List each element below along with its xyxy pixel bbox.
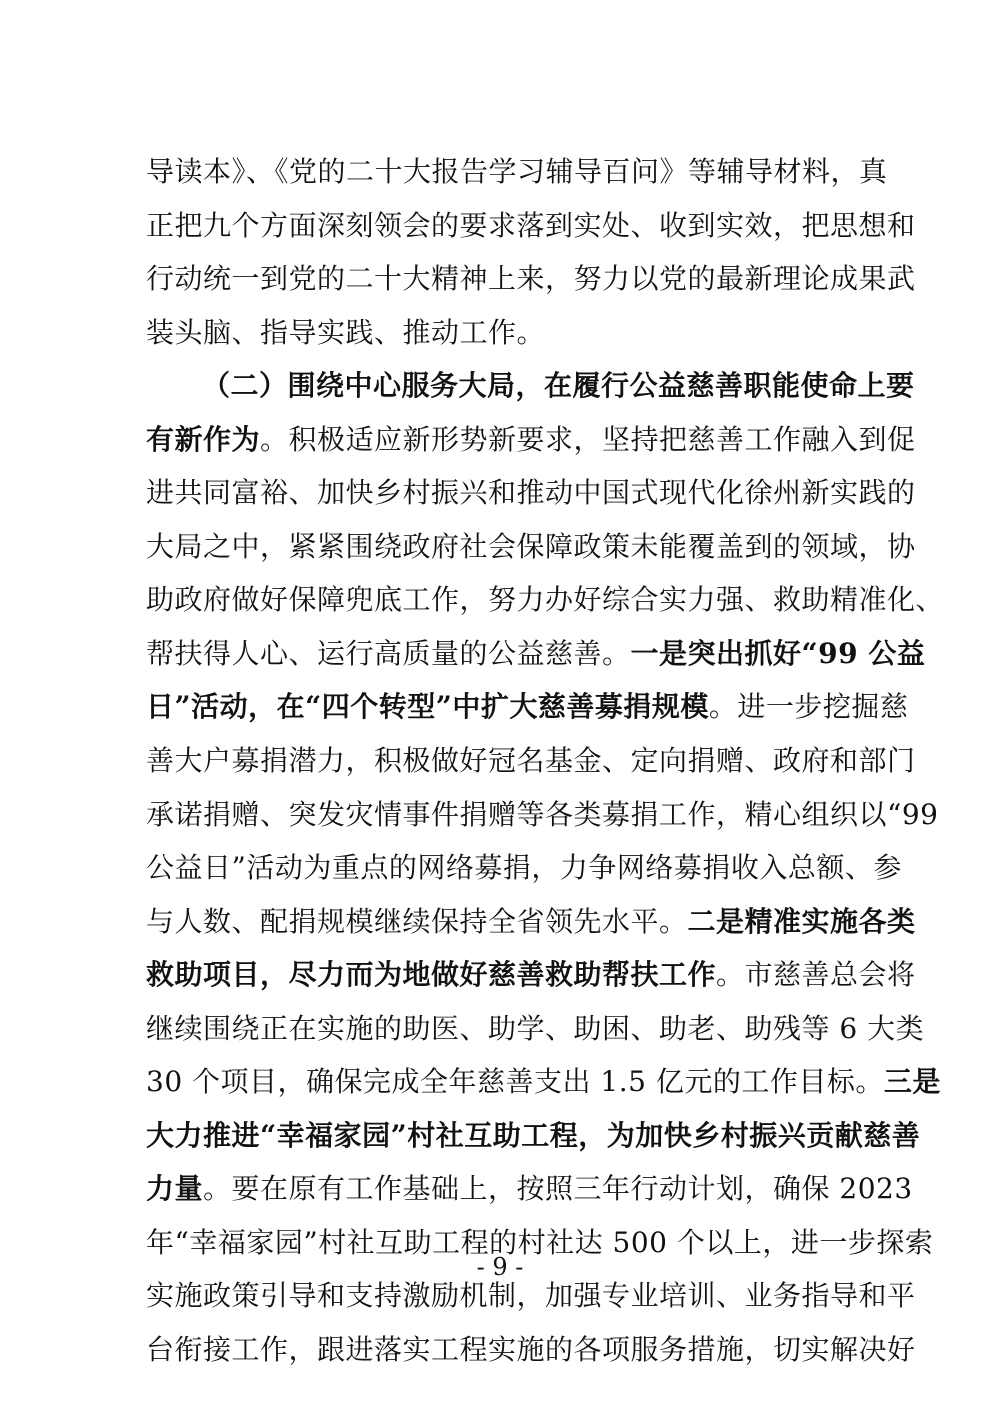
- text-run: 帮扶得人心、运行高质量的公益慈善。: [146, 636, 631, 670]
- text-run: 大局之中，紧紧围绕政府社会保障政策未能覆盖到的领域，协: [146, 529, 916, 563]
- text-line: [146, 1002, 925, 1056]
- text-run: 助政府做好保障兜底工作，努力办好综合实力强、救助精准化、: [146, 583, 945, 617]
- text-line: [146, 145, 888, 199]
- bold-run: 三是: [883, 1065, 941, 1099]
- text-line: [146, 1109, 921, 1163]
- text-run: 导读本》、《党的二十大报告学习辅导百问》等辅导材料，真: [146, 155, 888, 188]
- text-run: 30 个项目，确保完成全年慈善支出 1.5 亿元的工作目标。: [146, 1065, 884, 1099]
- text-line: [146, 1323, 916, 1377]
- text-run: 善大户募捐潜力，积极做好冠名基金、定向捐赠、政府和部门: [146, 744, 916, 778]
- text-line: [146, 573, 945, 627]
- text-run: 公益日”活动为重点的网络募捐，力争网络募捐收入总额、参: [146, 851, 902, 885]
- text-run: 年“幸福家园”村社互助工程的村社达 500 个以上，进一步探索: [146, 1225, 934, 1259]
- text-line: [146, 252, 916, 306]
- section-heading: （二）围绕中心服务大局，在履行公益慈善职能使命上要: [202, 369, 915, 403]
- text-line: [146, 1055, 941, 1109]
- bold-run: 救助项目，尽力而为地做好慈善救助帮扶工作: [146, 958, 717, 992]
- text-line: [146, 734, 916, 788]
- text-run: 进共同富裕、加快乡村振兴和推动中国式现代化徐州新实践的: [146, 476, 916, 510]
- text-run: 行动统一到党的二十大精神上来，努力以党的最新理论成果武: [146, 262, 916, 296]
- text-line: [146, 413, 916, 467]
- page-number: - 9 -: [476, 1253, 524, 1281]
- text-line: [146, 1162, 913, 1216]
- bold-run: 一是突出抓好“99 公益: [630, 636, 926, 670]
- text-line: [146, 199, 916, 253]
- text-line: [146, 895, 916, 949]
- text-line: [146, 520, 916, 574]
- text-run: 装头脑、指导实践、推动工作。: [146, 315, 546, 349]
- text-run: 正把九个方面深刻领会的要求落到实处、收到实效，把思想和: [146, 208, 916, 242]
- text-line: [146, 788, 939, 842]
- text-run: 。积极适应新形势新要求，坚持把慈善工作融入到促: [260, 422, 916, 456]
- bold-run: 力量: [146, 1172, 204, 1206]
- text-run: 。市慈善总会将: [716, 958, 916, 992]
- text-line: [146, 466, 916, 520]
- text-line: [146, 948, 916, 1002]
- section-heading-end: 有新作为: [146, 422, 261, 456]
- text-run: 继续围绕正在实施的助医、助学、助困、助老、助残等 6 大类: [146, 1011, 925, 1045]
- text-line: [146, 306, 858, 360]
- section-heading-line: [146, 359, 915, 413]
- text-run: 与人数、配捐规模继续保持全省领先水平。: [146, 904, 688, 938]
- bold-run: 二是精准实施各类: [687, 904, 916, 938]
- bold-run: 大力推进“幸福家园”村社互助工程，为加快乡村振兴贡献慈善: [146, 1118, 921, 1152]
- text-run: 。要在原有工作基础上，按照三年行动计划，确保 2023: [203, 1172, 913, 1206]
- body-text: [146, 145, 945, 1377]
- text-line: [146, 627, 926, 681]
- text-run: 。进一步挖掘慈: [708, 690, 909, 724]
- text-line: [146, 841, 902, 895]
- text-line: [146, 680, 909, 734]
- bold-run: 日”活动，在“四个转型”中扩大慈善募捐规模: [146, 690, 709, 724]
- text-run: 承诺捐赠、突发灾情事件捐赠等各类募捐工作，精心组织以“99: [146, 797, 939, 831]
- text-run: 实施政策引导和支持激励机制，加强专业培训、业务指导和平: [146, 1279, 916, 1313]
- text-run: 台衔接工作，跟进落实工程实施的各项服务措施，切实解决好: [146, 1333, 916, 1367]
